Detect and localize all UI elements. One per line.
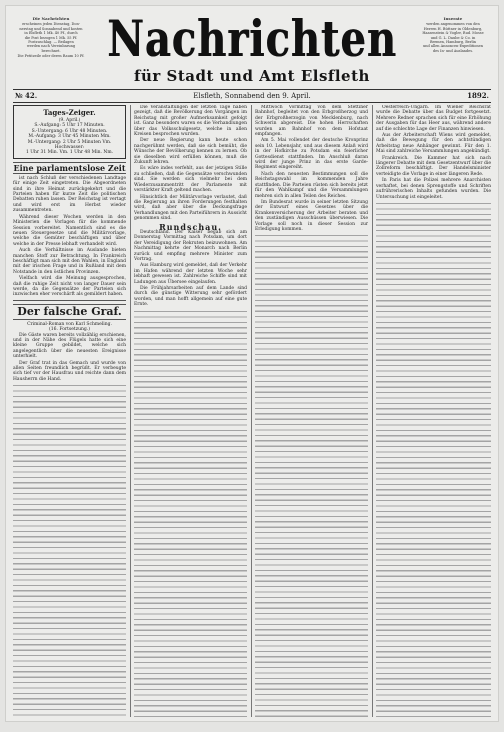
advertising-notice [415, 17, 491, 53]
tages-zeiger-box [13, 105, 126, 159]
tages-zeiger-title: Tages-Zeiger. [43, 108, 96, 117]
feuilleton-byline: Criminal-Roman von Karl Schmeling. [27, 321, 112, 327]
article-paragraph: Mittwoch Vormittag von dem Stettiner Bahnhof, begleitet von den Erbgroßherzog und der Erbgroßherzogin von Mecklenburg, nach Schwerin abgereist. Die hohen Herrschaften wurden am Bahnhof von dem Hofstaat empfangen. [255, 105, 368, 138]
article-paragraph: Auch die Verhältnisse im Auslande bieten manchen Stoff zur Betrachtung. In Frankreich beschäftigt man sich mit den Wahlen, in England mit der irischen Frage und in Rußland mit dem Notstande in den östlichen Provinzen. [13, 248, 126, 275]
article-paragraph: Aus der Arbeiterschaft Wiens wird gemeldet, daß die Bewegung für den achtstündigen Arbeitstag neue Anhänger gewinnt. Für den 1. Mai sind zahlreiche Versammlungen angekündigt. [376, 133, 491, 155]
tages-zeiger-line: S.-Untergang: 6 Uhr 48 Minuten. [31, 128, 108, 134]
article-paragraph: Die Veranstaltungen der letzten Tage haben gezeigt, daß die Bevölkerung den Vorgängen im Reichstag mit großer Aufmerksamkeit gefolgt ist. Ganz besonders waren es die Verhandlungen über das Volksschulgesetz, welche in allen Kreisen besprochen wurden. [134, 105, 247, 138]
newspaper-title: Nachrichten [107, 9, 397, 69]
notice-line: Haasenstein & Vogler, Rud. Mosse [422, 31, 484, 36]
notice-line: Die Nachrichten [32, 16, 70, 21]
subscription-notice [13, 17, 89, 59]
article-paragraph: In Paris hat die Polizei mehrere Anarchisten verhaftet, bei denen Sprengstoffe und Schriften aufrührerischen Inhalts gefunden wurden. Die Untersuchung ist eingeleitet. [376, 178, 491, 200]
notice-line: des In- und Auslandes. [432, 48, 474, 53]
column-3 [255, 105, 368, 717]
article-paragraph: Oesterreich-Ungarn. Im Wiener Reichsrat wurde die Debatte über das Budget fortgesetzt. Mehrere Redner sprachen sich für eine Erhöhung der Ausgaben für das Heer aus, während andere auf die schlechte Lage der Finanzen hinwiesen. [376, 105, 491, 132]
newspaper-subtitle: für Stadt und Amt Elsfleth [134, 67, 370, 85]
text-lines [255, 233, 368, 717]
notice-line: die Post bezogen 1 Mk. 55 Pf. [24, 35, 78, 40]
issue-date: Elsfleth, Sonnabend den 9. April. [193, 92, 311, 100]
issue-number: № 42. [15, 91, 38, 100]
notice-line: erscheinen jeden Dienstag, Don- [22, 22, 80, 27]
text-lines [376, 201, 491, 717]
tages-zeiger-line: M.-Untergang: 2 Uhr 5 Minuten Vm. [27, 139, 112, 145]
text-lines [134, 309, 247, 717]
feuilleton-headline: Der falsche Graf. [13, 304, 126, 320]
tages-zeiger-line: Hochwasser: [54, 145, 85, 151]
masthead [13, 11, 491, 85]
article-paragraph: Im Bundesrat wurde in seiner letzten Sitzung der Entwurf eines Gesetzes über die Krankenversicherung der Arbeiter beraten und den zuständigen Ausschüssen überwiesen. Die Vorlage soll noch in dieser Session zur Erledigung kommen. [255, 199, 368, 232]
tages-zeiger-line: (9. April.) [58, 118, 81, 123]
columns [13, 105, 491, 717]
text-lines [13, 383, 126, 717]
tages-zeiger-line: S.-Aufgang: 5 Uhr 17 Minuten. [34, 123, 105, 129]
issue-year: 1892. [467, 91, 489, 100]
notice-line: nerstag und Sonnabend und kosten [19, 26, 83, 31]
article-paragraph: Nach den neuesten Bestimmungen soll die Reichstagswahl im kommenden Jahre stattfinden. Die Parteien rüsten sich bereits jetzt für den Wahlkampf und die Versammlungen mehren sich in allen Teilen des Reiches. [255, 171, 368, 199]
title-block [99, 11, 405, 85]
notice-line: und allen Annoncen-Expeditionen [423, 44, 483, 49]
column-1 [13, 105, 126, 717]
notice-line: berechnet. [41, 48, 61, 53]
feuilleton-installment: (16. Fortsetzung.) [49, 327, 90, 333]
feuilleton-paragraph: Der Graf trat in das Gemach und wurde von allen Seiten freundlich begrüßt. Er verbeugte sich tief vor der Hausfrau und reichte dann dem Hausherrn die Hand. [13, 360, 126, 382]
column-4 [376, 105, 491, 717]
section-rule [13, 300, 126, 301]
rundschau-paragraph: Aus Hamburg wird gemeldet, daß der Verkehr im Hafen während der letzten Woche sehr lebhaft gewesen ist. Zahlreiche Schiffe sind mit Ladungen aus Übersee eingelaufen. [134, 263, 247, 285]
notice-line: Postzuschlag. — Beilagen [28, 40, 74, 45]
article-paragraph: Vielfach wird die Meinung ausgesprochen, daß die ruhige Zeit nicht von langer Dauer sein werde, da die Gegensätze der Parteien sich inzwischen eher verschärft als gemildert haben. [13, 276, 126, 298]
article-paragraph: Es wäre indes verfehlt, aus der jetzigen Stille zu schließen, daß die Gegensätze verschwunden sind. Sie werden sich vielmehr bei dem Wiederzusammentritt der Parlamente mit verstärkter Kraft geltend machen. [134, 166, 247, 194]
article-paragraph: ist nach Schluß der verschiedenen Landtage für einige Zeit eingetreten. Die Abgeordneten sind in ihre Heimat zurückgekehrt und die Parteien haben für kurze Zeit die politischen Debatten ruhen lassen. Der Reichstag ist vertagt und wird erst im Herbst wieder zusammentreten. [13, 175, 126, 214]
article-paragraph: Der neue Regierung kann heute schon nachgerühmt werden, daß sie sich bemüht, die Wünsche der Bevölkerung kennen zu lernen. Ob sie dieselben wird erfüllen können, muß die Zukunft lehren. [134, 138, 247, 166]
notice-line: und G. L. Daube & Co. in [430, 35, 476, 40]
notice-line: Herren H. Büttner in Oldenburg, [423, 26, 483, 31]
feuilleton-paragraph: Die Gäste waren bereits vollzählig erschienen, und in der Nähe des Flügels hatte sich eine kleine Gruppe gebildet, welche sich angelegentlich über die neuesten Ereignisse unterhielt. [13, 332, 126, 360]
tages-zeiger-line: 1 Uhr 31 Min. Vm. 1 Uhr 48 Min. Nm. [25, 150, 114, 156]
notice-line: werden angenommen von den [426, 22, 480, 27]
tages-zeiger-line: M.-Aufgang: 3 Uhr 45 Minuten Mm. [28, 134, 111, 140]
article-paragraph: Während dieser Wochen werden in den Ministerien die Vorlagen für die kommende Session vorbereitet. Namentlich sind es die neuen Steuergesetze und die Militärvorlage, welche die Gemüter beschäftigen und über welche in der Presse lebhaft verhandelt wird. [13, 214, 126, 247]
rundschau-paragraph: Deutschland. Der Kaiser begab sich am Donnerstag Vormittag nach Potsdam, um dort der Vereidigung der Rekruten beizuwohnen. Am Nachmittag kehrte der Monarch nach Berlin zurück und empfing mehrere Minister zum Vortrag. [134, 229, 247, 262]
article-paragraph: Am 5. Mai vollendet der deutsche Kronprinz sein 10. Lebensjahr, und aus diesem Anlaß wird in der Hofkirche zu Potsdam ein feierlicher Gottesdienst stattfinden. Im Anschluß daran wird der junge Prinz in das erste Garde-Regiment eingereiht. [255, 138, 368, 171]
article-headline: Eine parlamentslose Zeit [13, 162, 126, 173]
rundschau-paragraph: Die Frühjahrsarbeiten auf dem Lande sind durch die günstige Witterung sehr gefördert worden, und man hofft allgemein auf eine gute Ernte. [134, 286, 247, 308]
notice-line: werden nach Vereinbarung [26, 44, 76, 49]
article-paragraph: Hinsichtlich der Militärvorlage verlautet, daß die Regierung an ihren Forderungen festhalten wird, daß aber über die Deckungsfrage Verhandlungen mit den Parteiführern in Aussicht genommen sind. [134, 194, 247, 222]
notice-footer: Die Petitzeile oder deren Raum 10 Pf. [17, 54, 85, 59]
issue-bar [13, 89, 491, 103]
notice-line: in Elsfleth 1 Mk. 40 Pf., durch [24, 31, 78, 36]
rundschau-headline: Rundschau. [159, 221, 222, 232]
advertising-notice-head: Inserate [443, 16, 463, 21]
column-2 [134, 105, 247, 717]
newspaper-page [5, 5, 499, 722]
article-paragraph: Frankreich. Die Kammer hat sich nach längerer Debatte mit dem Gesetzentwurf über die Zollreform beschäftigt. Der Handelsminister verteidigte die Vorlage in einer längeren Rede. [376, 155, 491, 177]
notice-line: Bremen, Hamburg, Berlin [429, 40, 477, 45]
